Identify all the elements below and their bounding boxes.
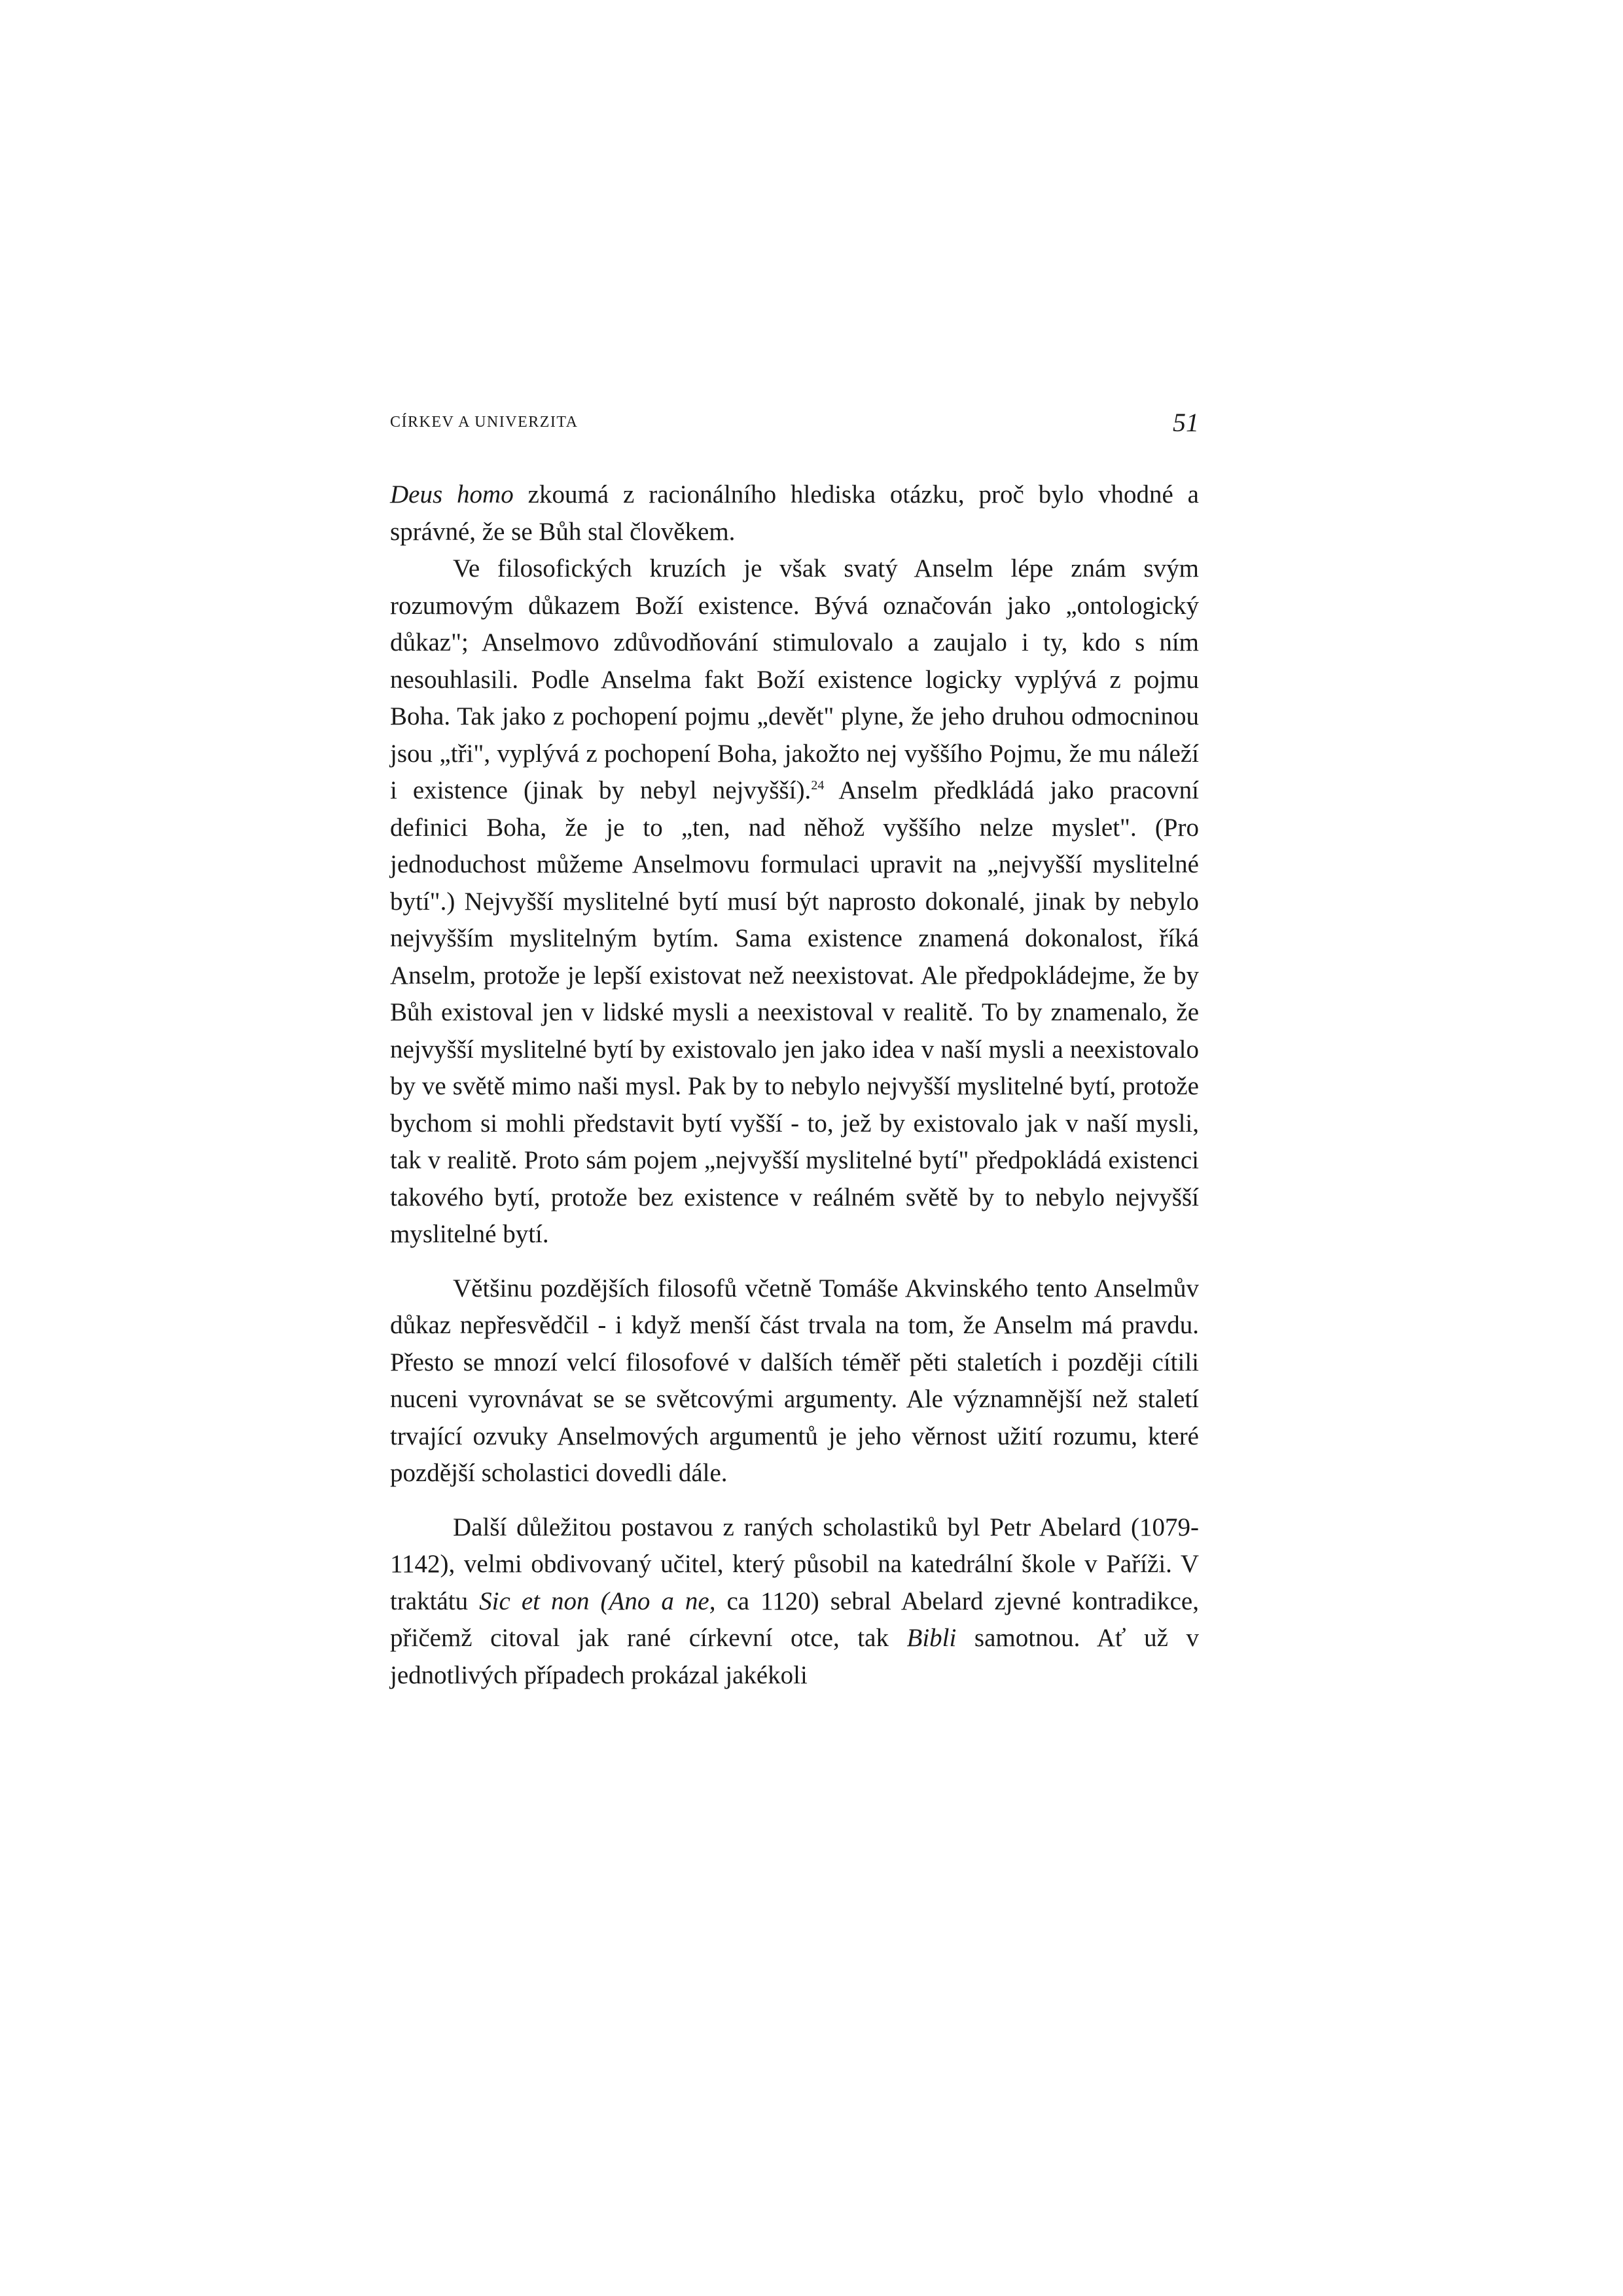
page-number: 51 [1173, 408, 1199, 437]
paragraph-2 [390, 550, 1199, 1253]
footnote-marker: 24 [811, 778, 825, 793]
running-head [390, 407, 1199, 440]
paragraph-1 [390, 476, 1199, 550]
italic-title-deus-homo: Deus homo [390, 480, 514, 509]
body-text [390, 476, 1199, 1694]
running-title: CÍRKEV A UNIVERZITA [390, 414, 579, 431]
italic-title-sic-et-non: Sic et non (Ano a ne, [479, 1587, 716, 1615]
paragraph-3 [390, 1270, 1199, 1492]
paragraph-4-text-c: samotnou. Ať už v jednotlivých případech prokázal jakékoli [390, 1624, 1199, 1689]
italic-title-bibli: Bibli [906, 1624, 957, 1652]
paragraph-1-text: zkoumá z racionálního hlediska otázku, proč bylo vhodné a správné, že se Bůh stal člověkem. [390, 480, 1199, 546]
paragraph-4-text-b: ca 1120) sebral Abelard zjevné kontradikce, přičemž citoval jak rané církevní otce, tak [390, 1587, 1199, 1652]
paragraph-2-text-a: Ve filosofických kruzích je však svatý Anselm lépe znám svým rozumovým důkazem Boží existence. Bývá označován jako „ontologický důkaz"; Anselmovo zdůvodňování stimulovalo a zaujalo i ty, kdo s ním nesouhlasili. Podle Anselma fakt Boží existence logicky vyplývá z pojmu Boha. Tak jako z pochopení pojmu „devět" plyne, že jeho druhou odmocninou jsou „tři", vyplývá z pochopení Boha, jakožto nej vyššího Pojmu, že mu náleží i existence (jinak by nebyl nejvyšší). [390, 554, 1199, 804]
paragraph-2-text-b: Anselm předkládá jako pracovní definici Boha, že je to „ten, nad něhož vyššího nelze myslet". (Pro jednoduchost můžeme Anselmovu formulaci upravit na „nejvyšší myslitelné bytí".) Nejvyšší myslitelné bytí musí být naprosto dokonalé, jinak by nebylo nejvyšším myslitelným bytím. Sama existence znamená dokonalost, říká Anselm, protože je lepší existovat než neexistovat. Ale předpokládejme, že by Bůh existoval jen v lidské mysli a neexistoval v realitě. To by znamenalo, že nejvyšší myslitelné bytí by existovalo jen jako idea v naší mysli a neexistovalo by ve světě mimo naši mysl. Pak by to nebylo nejvyšší myslitelné bytí, protože bychom si mohli představit bytí vyšší - to, jež by existovalo jak v naší mysli, tak v realitě. Proto sám pojem „nejvyšší myslitelné bytí" předpokládá existenci takového bytí, protože bez existence v reálném světě by to nebylo nejvyšší myslitelné bytí. [390, 776, 1199, 1248]
paragraph-4-text-a: Další důležitou postavou z raných scholastiků byl Petr Abelard (1079-1142), velmi obdivovaný učitel, který působil na katedrální škole v Paříži. V traktátu [390, 1513, 1199, 1615]
paragraph-4 [390, 1509, 1199, 1695]
paragraph-3-text: Většinu pozdějších filosofů včetně Tomáše Akvinského tento Anselmův důkaz nepřesvědčil - i když menší část trvala na tom, že Anselm má pravdu. Přesto se mnozí velcí filosofové v dalších téměř pěti staletích i později cítili nuceni vyrovnávat se se světcovými argumenty. Ale významnější než staletí trvající ozvuky Anselmových argumentů je jeho věrnost užití rozumu, které pozdější scholastici dovedli dále. [390, 1274, 1199, 1487]
